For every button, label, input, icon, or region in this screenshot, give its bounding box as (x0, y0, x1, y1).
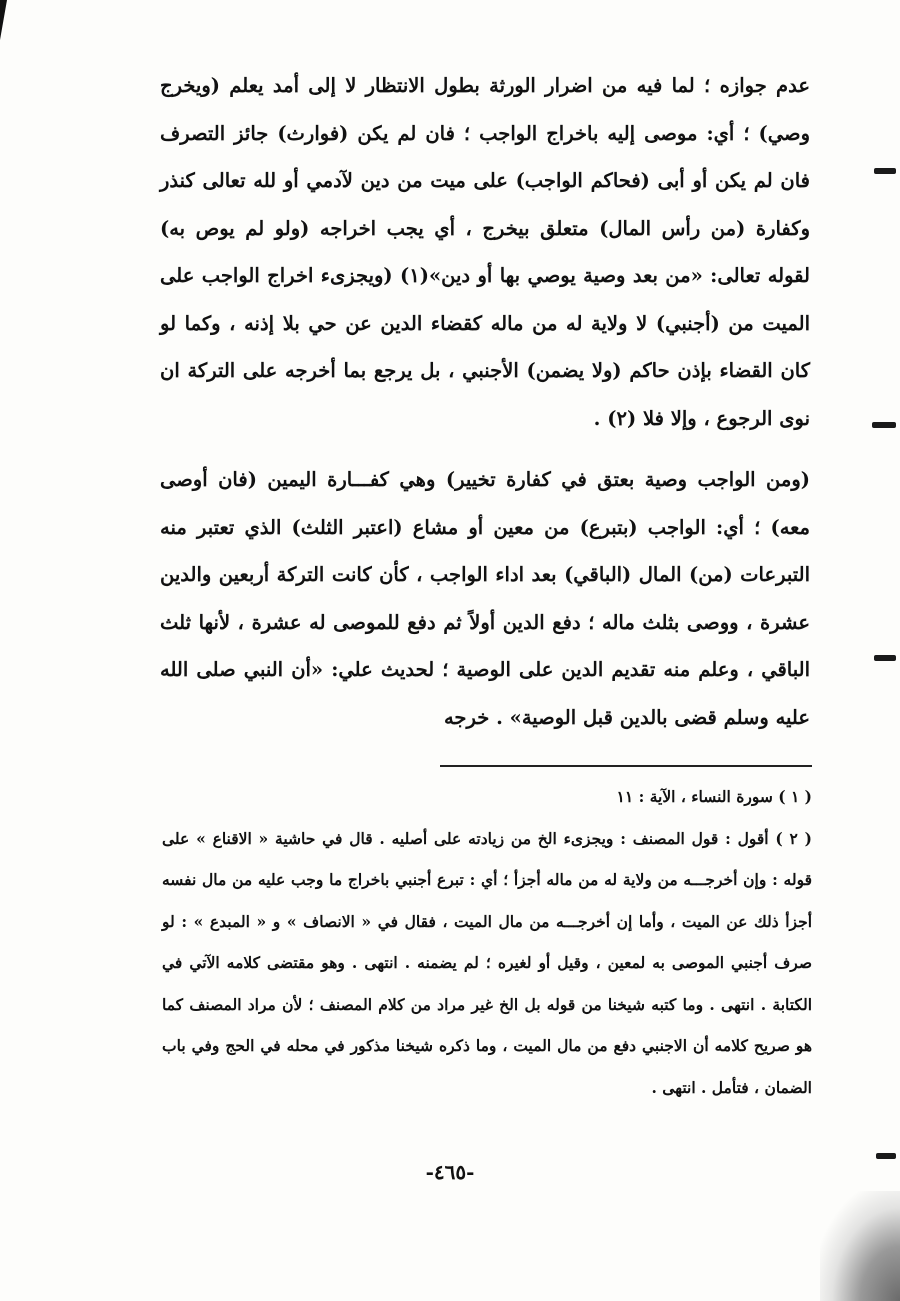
binding-mark-3 (874, 655, 896, 661)
footnotes-block (162, 776, 812, 1108)
binding-mark-4 (876, 1153, 896, 1159)
scan-corner-shadow (820, 1191, 900, 1301)
main-text-block (160, 62, 810, 741)
footnote-1: ( ١ ) سورة النساء ، الآية : ١١ (616, 787, 812, 806)
footnote-2: ( ٢ ) أقول : قول المصنف : ويجزىء الخ من زيادته على أصليه . قال في حاشية « الاقناع » على قوله : وإن أخرجـــه من ولاية له من ماله أجزأ ؛ أي : تبرع أجنبي باخراج ما وجب عليه من مال نفسه أجزأ ذلك عن الميت ، وأما إن أخرجـــه من مال الميت ، فقال في « الانصاف » و « المبدع » : لو صرف أجنبي الموصى به لمعين ، وقيل أو لغيره ؛ لم يضمنه . انتهى . وهو مقتضى كلامه الآتي في الكتابة . انتهى . وما كتبه شيخنا من قوله بل الخ غير مراد من كلام المصنف ؛ لأن مراد المصنف كما هو صريح كلامه أن الاجنبي دفع من مال الميت ، وما ذكره شيخنا مذكور في محله في الحج وفي باب الضمان ، فتأمل . انتهى . (162, 828, 812, 1097)
footnote-separator (440, 765, 812, 767)
scan-corner-mark (0, 0, 7, 40)
binding-mark-1 (874, 168, 896, 174)
page-number: -٤٦٥- (425, 1160, 475, 1184)
binding-mark-2 (872, 422, 896, 428)
main-paragraph-2: (ومن الواجب وصية بعتق في كفارة تخيير) وهي كفـــارة اليمين (فان أوصى معه) ؛ أي: الواجب (بتبرع) من معين أو مشاع (اعتبر الثلث) الذي تعتبر منه التبرعات (من) المال (الباقي) بعد اداء الواجب ، كأن كانت التركة أربعين والدين عشرة ، ووصى بثلث ماله ؛ دفع الدين أولاً ثم دفع للموصى له عشرة ، لأنها ثلث الباقي ، وعلم منه تقديم الدين على الوصية ؛ لحديث علي: «أن النبي صلى الله عليه وسلم قضى بالدين قبل الوصية» . خرجه (160, 468, 810, 729)
main-paragraph-1: عدم جوازه ؛ لما فيه من اضرار الورثة بطول الانتظار لا إلى أمد يعلم (ويخرج وصي) ؛ أي: موصى إليه باخراج الواجب ؛ فان لم يكن (فوارث) جائز التصرف فان لم يكن أو أبى (فحاكم الواجب) على ميت من دين لآدمي أو لله تعالى كنذر وكفارة (من رأس المال) متعلق بيخرج ، أي يجب اخراجه (ولو لم يوص به) لقوله تعالى: «من بعد وصية يوصي بها أو دين»(١) (ويجزىء اخراج الواجب على الميت من (أجنبي) لا ولاية له من ماله كقضاء الدين عن حي بلا إذنه ، وكما لو كان القضاء بإذن حاكم (ولا يضمن) الأجنبي ، بل يرجع بما أخرجه على التركة ان نوى الرجوع ، وإلا فلا (٢) . (160, 74, 810, 430)
